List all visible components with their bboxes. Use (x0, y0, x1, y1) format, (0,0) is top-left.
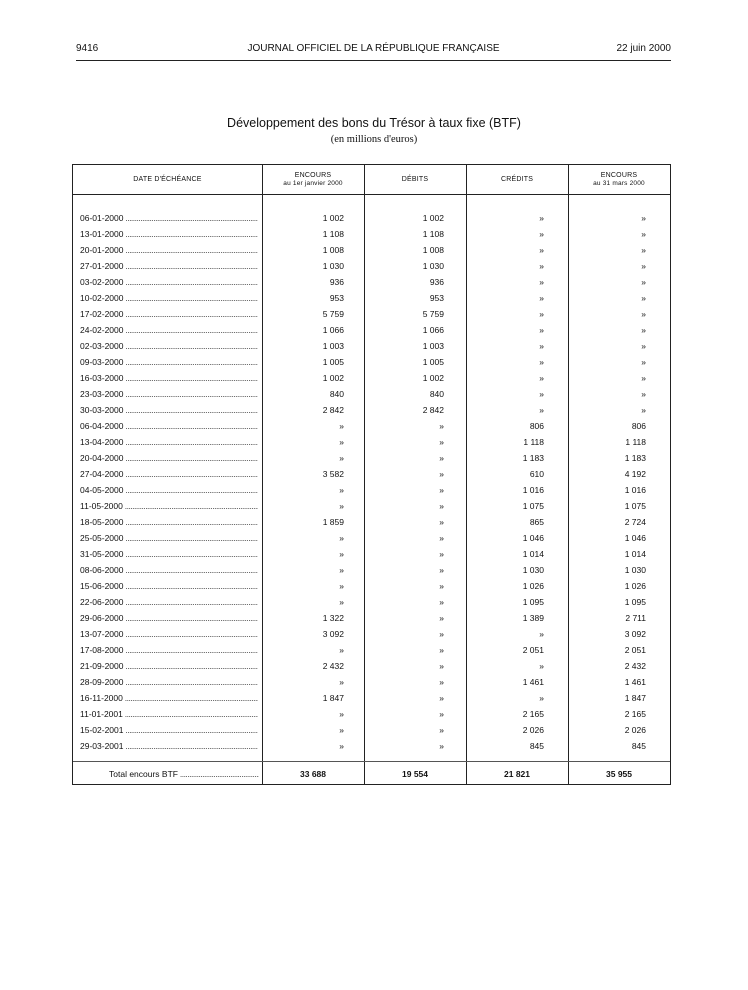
table-row (73, 418, 670, 434)
encours-end-cell: 2 051 (624, 645, 646, 655)
encours-start-cell: 1 002 (322, 213, 344, 223)
total-encours-end: 35 955 (606, 769, 632, 779)
table-row (73, 322, 670, 338)
encours-start-cell: » (339, 485, 344, 495)
maturity-date-cell: 25-05-2000 ..... (80, 530, 258, 546)
table-row (73, 450, 670, 466)
encours-start-cell: 3 092 (322, 629, 344, 639)
debits-cell: 1 108 (422, 229, 444, 239)
table-row (73, 274, 670, 290)
encours-end-cell: » (641, 277, 646, 287)
table-row (73, 706, 670, 722)
credits-cell: » (539, 293, 544, 303)
debits-cell: » (439, 693, 444, 703)
encours-start-cell: » (339, 565, 344, 575)
encours-end-cell: 806 (631, 421, 646, 431)
debits-cell: 1 030 (422, 261, 444, 271)
encours-end-cell: » (641, 229, 646, 239)
encours-start-cell: » (339, 437, 344, 447)
debits-cell: » (439, 597, 444, 607)
table-row (73, 674, 670, 690)
debits-cell: 936 (429, 277, 444, 287)
debits-cell: » (439, 709, 444, 719)
debits-cell: » (439, 501, 444, 511)
maturity-date-cell: 29-06-2000 ..... (80, 610, 258, 626)
maturity-date-cell: 13-04-2000 ..... (80, 434, 258, 450)
journal-title: JOURNAL OFFICIEL DE LA RÉPUBLIQUE FRANÇAISE (247, 43, 500, 54)
encours-start-cell: 1 847 (322, 693, 344, 703)
encours-start-cell: » (339, 581, 344, 591)
encours-end-cell: 1 016 (624, 485, 646, 495)
credits-cell: » (539, 213, 544, 223)
column-header-date (73, 165, 262, 194)
encours-end-cell: » (641, 389, 646, 399)
encours-end-cell: 1 461 (624, 677, 646, 687)
maturity-date-cell: 18-05-2000 ..... (80, 514, 258, 530)
maturity-date-cell: 08-06-2000 ..... (80, 562, 258, 578)
debits-cell: 1 066 (422, 325, 444, 335)
encours-end-cell: 1 046 (624, 533, 646, 543)
document-subtitle: (en millions d'euros) (330, 134, 418, 145)
maturity-date-cell: 13-07-2000 ..... (80, 626, 258, 642)
header-rule (76, 60, 671, 61)
column-header-encours-end-line1: ENCOURS (600, 171, 638, 179)
table-row (73, 306, 670, 322)
table-row (73, 722, 670, 738)
debits-cell: » (439, 741, 444, 751)
encours-start-cell: 936 (329, 277, 344, 287)
encours-end-cell: 1 095 (624, 597, 646, 607)
credits-cell: » (539, 341, 544, 351)
encours-start-cell: 2 842 (322, 405, 344, 415)
table-row (73, 498, 670, 514)
encours-end-cell: 4 192 (624, 469, 646, 479)
encours-start-cell: » (339, 421, 344, 431)
encours-end-cell: 1 847 (624, 693, 646, 703)
encours-end-cell: 3 092 (624, 629, 646, 639)
credits-cell: 1 095 (522, 597, 544, 607)
encours-end-cell: 1 183 (624, 453, 646, 463)
credits-cell: » (539, 629, 544, 639)
encours-start-cell: » (339, 453, 344, 463)
column-header-encours-start-line1: ENCOURS (294, 171, 332, 179)
maturity-date-cell: 11-01-2001 ..... (80, 706, 258, 722)
debits-cell: » (439, 421, 444, 431)
credits-cell: » (539, 661, 544, 671)
credits-cell: 1 016 (522, 485, 544, 495)
total-row (73, 765, 670, 783)
encours-start-cell: 1 108 (322, 229, 344, 239)
debits-cell: » (439, 453, 444, 463)
debits-cell: 1 002 (422, 373, 444, 383)
encours-start-cell: 1 859 (322, 517, 344, 527)
maturity-date-cell: 30-03-2000 ..... (80, 402, 258, 418)
encours-end-cell: 2 432 (624, 661, 646, 671)
page-header (76, 43, 671, 57)
encours-start-cell: » (339, 725, 344, 735)
maturity-date-cell: 23-03-2000 ..... (80, 386, 258, 402)
debits-cell: » (439, 725, 444, 735)
maturity-date-cell: 20-04-2000 ..... (80, 450, 258, 466)
debits-cell: 1 002 (422, 213, 444, 223)
maturity-date-cell: 17-02-2000 ..... (80, 306, 258, 322)
encours-start-cell: » (339, 549, 344, 559)
maturity-date-cell: 06-01-2000 ..... (80, 210, 258, 226)
maturity-date-cell: 29-03-2001 ..... (80, 738, 258, 754)
encours-start-cell: 5 759 (322, 309, 344, 319)
column-header-debits (364, 165, 466, 194)
column-header-encours-start (262, 165, 364, 194)
encours-end-cell: » (641, 405, 646, 415)
credits-cell: » (539, 325, 544, 335)
total-label: Total encours BTF ..... (109, 765, 259, 783)
maturity-date-cell: 04-05-2000 ..... (80, 482, 258, 498)
publication-date: 22 juin 2000 (616, 43, 671, 54)
table-row (73, 434, 670, 450)
maturity-date-cell: 16-11-2000 ..... (80, 690, 258, 706)
credits-cell: 1 014 (522, 549, 544, 559)
table-row (73, 690, 670, 706)
credits-cell: » (539, 389, 544, 399)
credits-cell: » (539, 277, 544, 287)
encours-start-cell: 1 322 (322, 613, 344, 623)
table-row (73, 514, 670, 530)
credits-cell: 806 (529, 421, 544, 431)
encours-end-cell: » (641, 261, 646, 271)
credits-cell: 2 165 (522, 709, 544, 719)
page-number: 9416 (76, 43, 99, 54)
debits-cell: » (439, 533, 444, 543)
debits-cell: » (439, 485, 444, 495)
table-row (73, 738, 670, 754)
maturity-date-cell: 31-05-2000 ..... (80, 546, 258, 562)
encours-start-cell: 1 003 (322, 341, 344, 351)
encours-end-cell: 2 711 (625, 613, 646, 623)
encours-end-cell: » (641, 325, 646, 335)
maturity-date-cell: 11-05-2000 ..... (80, 498, 258, 514)
encours-end-cell: 1 118 (625, 437, 646, 447)
maturity-date-cell: 24-02-2000 ..... (80, 322, 258, 338)
debits-cell: » (439, 517, 444, 527)
table-row (73, 546, 670, 562)
encours-end-cell: » (641, 245, 646, 255)
maturity-date-cell: 06-04-2000 ..... (80, 418, 258, 434)
table-row (73, 338, 670, 354)
table-row (73, 594, 670, 610)
credits-cell: 1 389 (522, 613, 544, 623)
maturity-date-cell: 22-06-2000 ..... (80, 594, 258, 610)
table-row (73, 226, 670, 242)
encours-start-cell: 1 066 (322, 325, 344, 335)
debits-cell: 953 (429, 293, 444, 303)
credits-cell: » (539, 261, 544, 271)
maturity-date-cell: 21-09-2000 ..... (80, 658, 258, 674)
table-row (73, 386, 670, 402)
encours-end-cell: » (641, 213, 646, 223)
debits-cell: 1 005 (422, 357, 444, 367)
maturity-date-cell: 03-02-2000 ..... (80, 274, 258, 290)
table-row (73, 578, 670, 594)
credits-cell: 1 118 (523, 437, 544, 447)
debits-cell: » (439, 581, 444, 591)
column-header-encours-end-line2: au 31 mars 2000 (593, 179, 645, 187)
table-row (73, 290, 670, 306)
total-rule (73, 761, 670, 762)
credits-cell: 865 (529, 517, 544, 527)
table-row (73, 642, 670, 658)
header-rule (73, 194, 670, 195)
encours-start-cell: » (339, 741, 344, 751)
table-row (73, 370, 670, 386)
credits-cell: » (539, 309, 544, 319)
credits-cell: 2 026 (522, 725, 544, 735)
encours-end-cell: 1 014 (624, 549, 646, 559)
table-row (73, 402, 670, 418)
debits-cell: » (439, 677, 444, 687)
table-row (73, 562, 670, 578)
debits-cell: 840 (429, 389, 444, 399)
encours-start-cell: 1 030 (322, 261, 344, 271)
credits-cell: 1 046 (522, 533, 544, 543)
encours-end-cell: 1 075 (624, 501, 646, 511)
table-row (73, 658, 670, 674)
credits-cell: » (539, 405, 544, 415)
maturity-date-cell: 13-01-2000 ..... (80, 226, 258, 242)
encours-start-cell: » (339, 501, 344, 511)
debits-cell: » (439, 661, 444, 671)
total-credits: 21 821 (504, 769, 530, 779)
table-row (73, 626, 670, 642)
encours-end-cell: 845 (631, 741, 646, 751)
encours-start-cell: 1 002 (322, 373, 344, 383)
column-header-credits-label: CRÉDITS (500, 175, 534, 183)
credits-cell: 1 461 (522, 677, 544, 687)
total-encours-start: 33 688 (300, 769, 326, 779)
credits-cell: » (539, 693, 544, 703)
encours-end-cell: 1 026 (624, 581, 646, 591)
credits-cell: 845 (529, 741, 544, 751)
maturity-date-cell: 16-03-2000 ..... (80, 370, 258, 386)
maturity-date-cell: 27-01-2000 ..... (80, 258, 258, 274)
debits-cell: 1 003 (422, 341, 444, 351)
maturity-date-cell: 02-03-2000 ..... (80, 338, 258, 354)
encours-start-cell: 1 008 (322, 245, 344, 255)
table-row (73, 354, 670, 370)
debits-cell: » (439, 645, 444, 655)
table-row (73, 258, 670, 274)
maturity-date-cell: 28-09-2000 ..... (80, 674, 258, 690)
credits-cell: 1 030 (522, 565, 544, 575)
debits-cell: 2 842 (422, 405, 444, 415)
credits-cell: 1 026 (522, 581, 544, 591)
credits-cell: » (539, 245, 544, 255)
encours-start-cell: » (339, 645, 344, 655)
column-header-debits-label: DÉBITS (401, 175, 429, 183)
column-header-encours-end (568, 165, 670, 194)
encours-start-cell: 2 432 (322, 661, 344, 671)
encours-start-cell: 1 005 (322, 357, 344, 367)
debits-cell: » (439, 437, 444, 447)
credits-cell: 2 051 (522, 645, 544, 655)
table-row (73, 466, 670, 482)
table-row (73, 610, 670, 626)
debits-cell: 5 759 (422, 309, 444, 319)
credits-cell: » (539, 229, 544, 239)
encours-end-cell: 1 030 (624, 565, 646, 575)
table-row (73, 210, 670, 226)
debits-cell: » (439, 565, 444, 575)
maturity-date-cell: 09-03-2000 ..... (80, 354, 258, 370)
maturity-date-cell: 27-04-2000 ..... (80, 466, 258, 482)
credits-cell: » (539, 357, 544, 367)
encours-end-cell: » (641, 357, 646, 367)
maturity-date-cell: 17-08-2000 ..... (80, 642, 258, 658)
document-title: Développement des bons du Trésor à taux fixe (BTF) (227, 116, 521, 130)
debits-cell: » (439, 613, 444, 623)
column-header-encours-start-line2: au 1er janvier 2000 (283, 179, 343, 187)
table-row (73, 242, 670, 258)
total-debits: 19 554 (402, 769, 428, 779)
debits-cell: 1 008 (422, 245, 444, 255)
maturity-date-cell: 15-02-2001 ..... (80, 722, 258, 738)
table-row (73, 482, 670, 498)
debits-cell: » (439, 469, 444, 479)
encours-end-cell: 2 724 (624, 517, 646, 527)
encours-start-cell: » (339, 677, 344, 687)
encours-end-cell: » (641, 341, 646, 351)
encours-start-cell: » (339, 597, 344, 607)
debits-cell: » (439, 629, 444, 639)
maturity-date-cell: 10-02-2000 ..... (80, 290, 258, 306)
encours-start-cell: 3 582 (322, 469, 344, 479)
table-row (73, 530, 670, 546)
encours-end-cell: 2 026 (624, 725, 646, 735)
column-header-credits (466, 165, 568, 194)
maturity-date-cell: 20-01-2000 ..... (80, 242, 258, 258)
encours-start-cell: 840 (329, 389, 344, 399)
encours-start-cell: 953 (329, 293, 344, 303)
encours-end-cell: » (641, 309, 646, 319)
btf-table (72, 164, 671, 785)
encours-start-cell: » (339, 709, 344, 719)
encours-start-cell: » (339, 533, 344, 543)
credits-cell: 1 183 (522, 453, 544, 463)
credits-cell: 1 075 (522, 501, 544, 511)
maturity-date-cell: 15-06-2000 ..... (80, 578, 258, 594)
credits-cell: » (539, 373, 544, 383)
encours-end-cell: 2 165 (624, 709, 646, 719)
debits-cell: » (439, 549, 444, 559)
column-header-date-label: DATE D'ÉCHÉANCE (133, 175, 202, 183)
credits-cell: 610 (529, 469, 544, 479)
encours-end-cell: » (641, 293, 646, 303)
encours-end-cell: » (641, 373, 646, 383)
